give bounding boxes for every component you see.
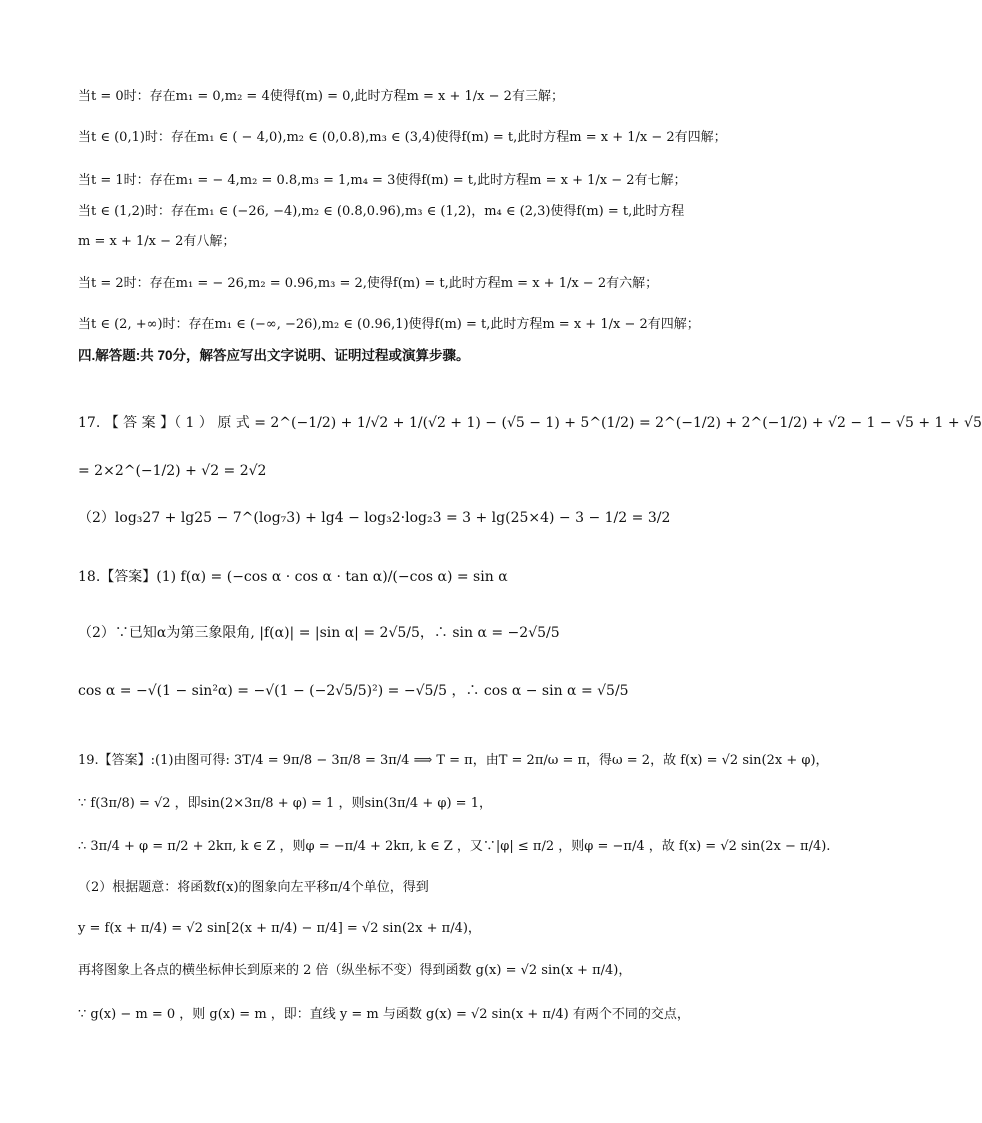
answer-17-part2: （2）log₃27 + lg25 − 7^(log₇3) + lg4 − log₃2·log₂3 = 3 + lg(25×4) − 3 − 1/2 = 3/2 [78, 510, 671, 526]
text-line-t1: 当t = 1时：存在m₁ = − 4,m₂ = 0.8,m₃ = 1,m₄ = 3使得f(m) = t,此时方程m = x + 1/x − 2有七解； [78, 173, 687, 188]
answer-19-part1-period: 19.【答案】:(1)由图可得: 3T/4 = 9π/8 − 3π/8 = 3π/4 ⟹ T = π，由T = 2π/ω = π，得ω = 2，故 f(x) = √2 sin(2x + φ)， [78, 753, 829, 768]
answer-19-part1-phi: ∴ 3π/4 + φ = π/2 + 2kπ, k ∈ Z ，则φ = −π/4 + 2kπ, k ∈ Z ，又∵|φ| ≤ π/2 ，则φ = −π/4 ，故 f(x) = √2 sin(2x − π/4). [78, 839, 831, 854]
answer-19-part2-intersect: ∵ g(x) − m = 0 ，则 g(x) = m ，即：直线 y = m 与函数 g(x) = √2 sin(x + π/4) 有两个不同的交点， [78, 1007, 690, 1022]
answer-17-part1: 17. 【 答 案 】（ 1 ） 原 式 = 2^(−1/2) + 1/√2 + 1/(√2 + 1) − (√5 − 1) + 5^(1/2) = 2^(−1/2) + 2^(−1/2) + √2 − 1 − √5 + 1 + √5 [78, 415, 982, 431]
answer-18-part1: 18.【答案】(1) f(α) = (−cos α · cos α · tan α)/(−cos α) = sin α [78, 569, 508, 585]
answer-17-part1-result: = 2×2^(−1/2) + √2 = 2√2 [78, 463, 267, 479]
text-line-t-1-2: 当t ∈ (1,2)时：存在m₁ ∈ (−26, −4),m₂ ∈ (0.8,0.96),m₃ ∈ (1,2)，m₄ ∈ (2,3)使得f(m) = t,此时方程 [78, 204, 685, 219]
answer-18-part2: （2）∵已知α为第三象限角, |f(α)| = |sin α| = 2√5/5，∴ sin α = −2√5/5 [78, 625, 560, 641]
answer-19-part2-stretch: 再将图象上各点的横坐标伸长到原来的 2 倍（纵坐标不变）得到函数 g(x) = √2 sin(x + π/4)， [78, 963, 632, 978]
text-line-t-2-inf: 当t ∈ (2, +∞)时：存在m₁ ∈ (−∞, −26),m₂ ∈ (0.96,1)使得f(m) = t,此时方程m = x + 1/x − 2有四解； [78, 317, 700, 332]
text-line-t-1-2-cont: m = x + 1/x − 2有八解； [78, 234, 236, 249]
text-line-t0: 当t = 0时：存在m₁ = 0,m₂ = 4使得f(m) = 0,此时方程m = x + 1/x − 2有三解； [78, 89, 564, 104]
text-line-t2: 当t = 2时：存在m₁ = − 26,m₂ = 0.96,m₃ = 2,使得f(m) = t,此时方程m = x + 1/x − 2有六解； [78, 276, 659, 291]
section-heading: 四.解答题:共 70分，解答应写出文字说明、证明过程或演算步骤。 [78, 348, 470, 363]
answer-19-part2-shift: （2）根据题意：将函数f(x)的图象向左平移π/4个单位，得到 [78, 880, 429, 895]
answer-18-part2-cos: cos α = −√(1 − sin²α) = −√(1 − (−2√5/5)²) = −√5/5 ，∴ cos α − sin α = √5/5 [78, 683, 629, 699]
text-line-t-0-1: 当t ∈ (0,1)时：存在m₁ ∈ ( − 4,0),m₂ ∈ (0,0.8),m₃ ∈ (3,4)使得f(m) = t,此时方程m = x + 1/x − 2有四解； [78, 130, 727, 145]
answer-19-part2-y: y = f(x + π/4) = √2 sin[2(x + π/4) − π/4] = √2 sin(2x + π/4)， [78, 921, 481, 936]
answer-19-part1-condition: ∵ f(3π/8) = √2 ，即sin(2×3π/8 + φ) = 1 ，则sin(3π/4 + φ) = 1， [78, 796, 492, 811]
